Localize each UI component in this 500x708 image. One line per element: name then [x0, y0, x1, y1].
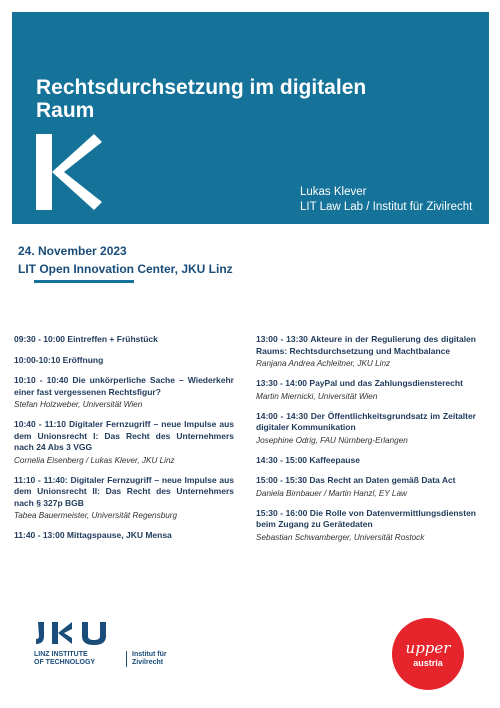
program-item-speaker: Ranjana Andrea Achleitner, JKU Linz — [256, 359, 391, 368]
lit-line-2: OF TECHNOLOGY — [34, 659, 96, 666]
author-block — [300, 185, 472, 215]
program-item-title: 09:30 - 10:00 Eintreffen + Frühstück — [14, 334, 158, 344]
program-item — [256, 411, 476, 446]
program-item-speaker: Martin Miernicki, Universität Wien — [256, 391, 378, 401]
program-item — [256, 455, 476, 467]
program-item-title: 11:40 - 13:00 Mittagspause, JKU Mensa — [14, 530, 172, 540]
program-item-title: 10:10 - 10:40 Die unkörperliche Sache – Wiederkehr einer fast vergessenen Rechtsfigur? — [14, 375, 234, 397]
program-column-right — [256, 334, 476, 552]
program-item-title: 10:40 - 11:10 Digitaler Fernzugriff – neue Impulse aus dem Unionsrecht I: Das Recht des Unternehmers nach 24 Abs 3 VGG — [14, 419, 234, 452]
program-item — [14, 475, 234, 522]
lit-wordmark — [34, 651, 95, 667]
austria-wordmark: austria — [413, 658, 443, 668]
program-item — [14, 355, 234, 367]
divider — [34, 280, 134, 283]
program-item-title: 14:00 - 14:30 Der Öffentlichkeitsgrundsatz im Zeitalter digitaler Kommunikation — [256, 410, 476, 432]
logo-separator — [126, 651, 127, 667]
k-letter-logo-icon — [36, 134, 102, 210]
institute-line-2: Zivilrecht — [132, 659, 164, 666]
program-item-title: 10:00-10:10 Eröffnung — [14, 354, 104, 365]
program-item-speaker: Stefan Holzweber, Universität Wien — [14, 400, 143, 409]
event-venue: LIT Open Innovation Center, JKU Linz — [18, 262, 233, 276]
program-item — [256, 334, 476, 369]
program-item — [14, 334, 234, 346]
program-item-speaker: Tabea Bauermeister, Universität Regensburg — [14, 511, 178, 520]
author-affiliation: LIT Law Lab / Institut für Zivilrecht — [300, 201, 473, 213]
jku-logo-icon — [34, 618, 120, 648]
upper-austria-logo — [392, 618, 464, 690]
upper-wordmark: upper — [405, 639, 451, 657]
title-line-1: Rechtsdurchsetzung im digitalen — [36, 76, 367, 99]
program-item-title: 15:00 - 15:30 Das Recht an Daten gemäß Data Act — [256, 475, 456, 485]
program-column-left — [14, 334, 234, 551]
title-line-2: Raum — [36, 99, 95, 122]
program-item-speaker: Josephine Odrig, FAU Nürnberg-Erlangen — [256, 435, 408, 445]
institute-label — [132, 651, 167, 667]
program-item-title: 13:30 - 14:00 PayPal und das Zahlungsdiensterecht — [256, 378, 463, 388]
program-item-title: 13:00 - 13:30 Akteure in der Regulierung des digitalen Raums: Rechtsdurchsetzung und Machtbalance — [256, 334, 476, 356]
program-item — [14, 530, 234, 542]
program-item — [256, 475, 476, 499]
program-item-speaker: Daniela Birnbauer / Martin Hanzl, EY Law — [256, 488, 407, 498]
program-item-title: 11:10 - 11:40: Digitaler Fernzugriff – neue Impulse aus dem Unionsrecht II: Das Recht des Unternehmers nach § 327p BGB — [14, 474, 234, 508]
event-date: 24. November 2023 — [18, 244, 127, 258]
program-item — [256, 508, 476, 543]
program-item-speaker: Sebastian Schwamberger, Universität Rostock — [256, 532, 425, 542]
program-item — [256, 378, 476, 402]
institute-line-1: Institut für — [132, 651, 167, 658]
page-title — [36, 76, 456, 122]
program-item — [14, 375, 234, 410]
lit-line-1: LINZ INSTITUTE — [34, 651, 88, 658]
program-item-title: 15:30 - 16:00 Die Rolle von Datenvermittlungsdiensten beim Zugang zu Gerätedaten — [256, 507, 476, 529]
program-item-speaker: Cornelia Eisenberg / Lukas Klever, JKU Linz — [14, 455, 175, 465]
program-item-title: 14:30 - 15:00 Kaffeepause — [256, 454, 360, 465]
header-banner — [12, 12, 489, 224]
author-name: Lukas Klever — [300, 186, 367, 198]
program-item — [14, 419, 234, 466]
